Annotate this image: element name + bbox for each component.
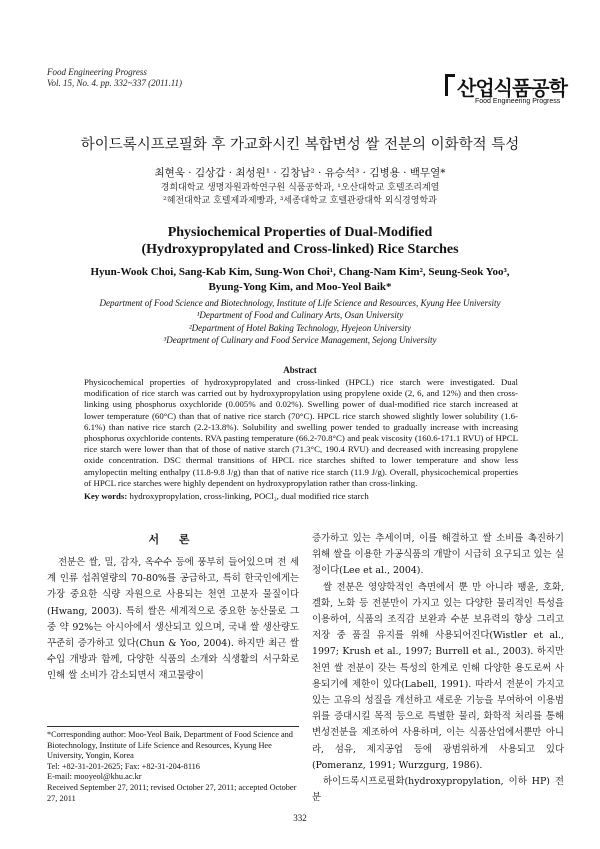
english-title-line-1: Physiochemical Properties of Dual-Modified [167,225,433,240]
korean-authors: 최현욱 · 김상갑 · 최성원¹ · 김창남² · 유승석³ · 김병용 · 백무열* [154,167,446,179]
english-affiliation-2: ¹Department of Food and Culinary Arts, Osan University [196,310,404,321]
right-column-body [312,531,564,806]
english-affiliation-1: Department of Food Science and Biotechnology, Institute of Life Science and Resources, Kyung Hee University [99,298,501,308]
footnote-email: E-mail: mooyeol@khu.ac.kr [47,772,142,782]
right-column-paragraph-2: 쌀 전분은 영양학적인 측면에서 뿐 만 아니라 팽윤, 호화, 겔화, 노화 등 전분만이 가지고 있는 다양한 물리적인 특성을 이용하여, 식품의 조직감 보완과 수분 보유력의 향상 그리고 저장 중 품질 유지를 위해 사용되어진다(Wistler et al., 1997; Krush et al., 1997; Burrell et al., 2003). 하지만 천연 쌀 전분이 갖는 특성의 한계로 인해 다양한 용도로써 사용되기에 제한이 있다(Labell, 1991). 따라서 전분이 가지고 있는 고유의 성질을 개선하고 새로운 기능을 부여하여 이용범위를 증대시킬 목적 등으로 특별한 물리, 화학적 처리를 통해 변성전분을 제조하여 사용하며, 이는 식품산업에서뿐만 아니라, 섬유, 제지공업 등에 광범위하게 사용되고 있다(Pomeranz, 1991; Wurzgurg, 1986). [312,581,564,771]
journal-logo [445,72,567,112]
journal-citation [47,67,182,89]
korean-affiliation-2: ²혜전대학교 호텔제과제빵과, ³세종대학교 호텔관광대학 외식경영학과 [163,196,437,206]
korean-affiliation-1: 경희대학교 생명자원과학연구원 식품공학과, ¹오산대학교 호텔조리계열 [160,183,440,193]
footnote-divider [47,726,299,727]
left-column-body [47,555,299,685]
section-heading-introduction: 서 론 [148,533,198,546]
english-authors-line-2: Byung-Yong Kim, and Moo-Yeol Baik* [208,281,392,293]
footnote-author: *Corresponding author: Moo-Yeol Baik, Department of Food Science and Biotechnology, Institute of Life Science and Resources, Kyung Hee University, Yongin, Korea [47,730,293,761]
korean-title: 하이드록시프로필화 후 가교화시킨 복합변성 쌀 전분의 이화학적 특성 [80,137,520,153]
keywords [84,491,518,501]
logo-mark-icon [445,74,455,96]
left-column-paragraph: 전분은 쌀, 밀, 감자, 옥수수 등에 풍부히 들어있으며 전 세계 인류 섭취열량의 70-80%를 공급하고, 특히 한국인에게는 가장 중요한 식량 자원으로 사용되는 천연 고분자 물질이다(Hwang, 2003). 특히 쌀은 세계적으로 중요한 농산물로 그 중 약 92%는 아시아에서 생산되고 있으며, 국내 쌀 생산량도 꾸준히 증가하고 있다(Chun & Yoo, 2004). 하지만 최근 쌀 수입 개방과 함께, 다양한 식품의 소개와 식생활의 서구화로 인해 쌀 소비가 감소되면서 재고물량이 [47,557,299,682]
english-affiliation-3: ²Department of Hotel Baking Technology, Hyejeon University [188,322,412,333]
page-number: 332 [293,813,307,823]
corresponding-author-footnote [47,730,299,804]
right-column-paragraph-1: 증가하고 있는 추세이며, 이를 해결하고 쌀 소비를 촉진하기 위해 쌀을 이용한 가공식품의 개발이 시급히 요구되고 있는 실정이다(Lee et al., 2004). [312,533,564,577]
abstract-text: Physicochemical properties of hydroxypropylated and cross-linked (HPCL) rice starch were investigated. Dual modification of rice starch was carried out by hydroxypropylation using propylene oxide (2, 6, and 12%) and then cross-linking using phosphorus oxychloride (0.005% and 0.02%). Swelling power of dual-modified rice starch increased at lower temperature (60°C) than that of native rice starch (70°C). HPCL rice starch showed slightly lower solubility (1.6-6.1%) than native rice starch (2.2-13.8%). Solubility and swelling power tended to gradually increase with increasing phosphorus oxychloride contents. RVA pasting temperature (66.2-70.8°C) and peak viscosity (160.6-171.1 RVU) of HPCL rice starch were lower than that of those of native starch (71.3°C, 190.4 RVU) and decreased with increasing propylene oxide concentration. DSC thermal transitions of HPCL rice starches shifted to lower temperature and show less amylopectin melting enthalpy (11.8-9.8 J/g) than that of native rice starch (11.9 J/g). Overall, physicochemical properties of HPCL rice starches were highly dependent on hydroxypropylation rather than cross-linking. [84,377,518,488]
journal-volume: Vol. 15, No. 4. pp. 332~337 (2011.11) [47,78,183,88]
abstract-heading: Abstract [283,365,317,375]
right-column-paragraph-3: 하이드록시프로필화(hydroxypropylation, 이하 HP) 전분 [312,776,564,804]
footnote-phone: Tel: +82-31-201-2625; Fax: +82-31-204-8116 [47,761,200,771]
english-title-line-2: (Hydroxypropylated and Cross-linked) Rice Starches [141,242,459,257]
english-title [0,224,600,258]
footnote-dates: Received September 27, 2011; revised October 27, 2011; accepted October 27, 2011 [47,782,297,803]
keywords-text: hydroxypropylation, cross-linking, POCl₃, dual modified rice starch [129,491,369,501]
logo-subtitle: Food Engineering Progress [475,98,561,105]
english-affiliations [0,297,600,346]
journal-name: Food Engineering Progress [47,67,147,77]
english-authors-line-1: Hyun-Wook Choi, Sang-Kab Kim, Sung-Won Choi¹, Chang-Nam Kim², Seung-Seok Yoo³, [90,266,510,278]
english-affiliation-4: ³Deaprtment of Culinary and Food Service Management, Sejong University [163,334,437,345]
english-authors [0,265,600,295]
logo-title: 산업식품공학 [457,76,567,100]
keywords-label: Key words: [84,491,128,501]
